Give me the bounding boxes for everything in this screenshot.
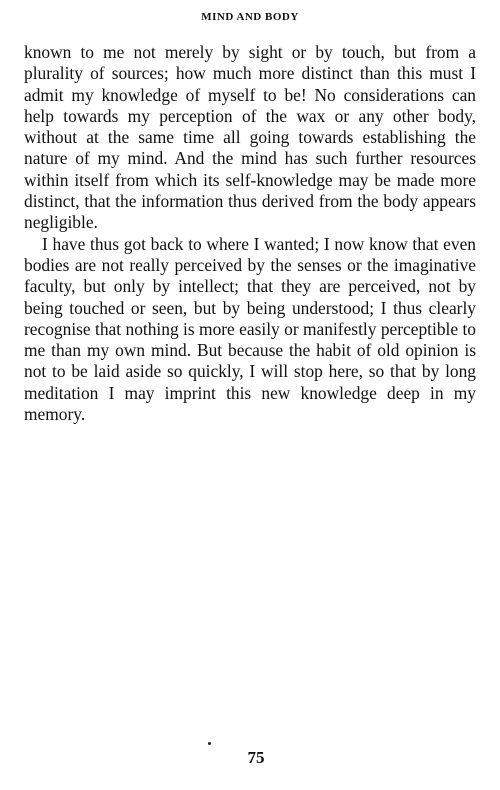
- paragraph-continuation: known to me not merely by sight or by touch, but from a plurality of sources; how much more distinct than this must I admit my knowledge of myself to be! No considerations can help towards my perception of the wax or any other body, without at the same time all going towards establishing the nature of my mind. And the mind has such further resources within itself from which its self-knowledge may be made more distinct, that the information thus derived from the body appears negligible.: [24, 42, 476, 233]
- body-text: [24, 42, 476, 425]
- running-head: MIND AND BODY: [201, 11, 299, 23]
- page-number: 75: [247, 748, 265, 767]
- paragraph: I have thus got back to where I wanted; I now know that even bodies are not really perceived by the senses or the imaginative faculty, but only by intellect; that they are perceived, not by being touched or seen, but by being understood; I thus clearly recognise that nothing is more easily or manifestly perceptible to me than my own mind. But because the habit of old opinion is not to be laid aside so quickly, I will stop here, so that by long meditation I may imprint this new knowledge deep in my memory.: [24, 233, 476, 425]
- ink-speck: [208, 742, 211, 745]
